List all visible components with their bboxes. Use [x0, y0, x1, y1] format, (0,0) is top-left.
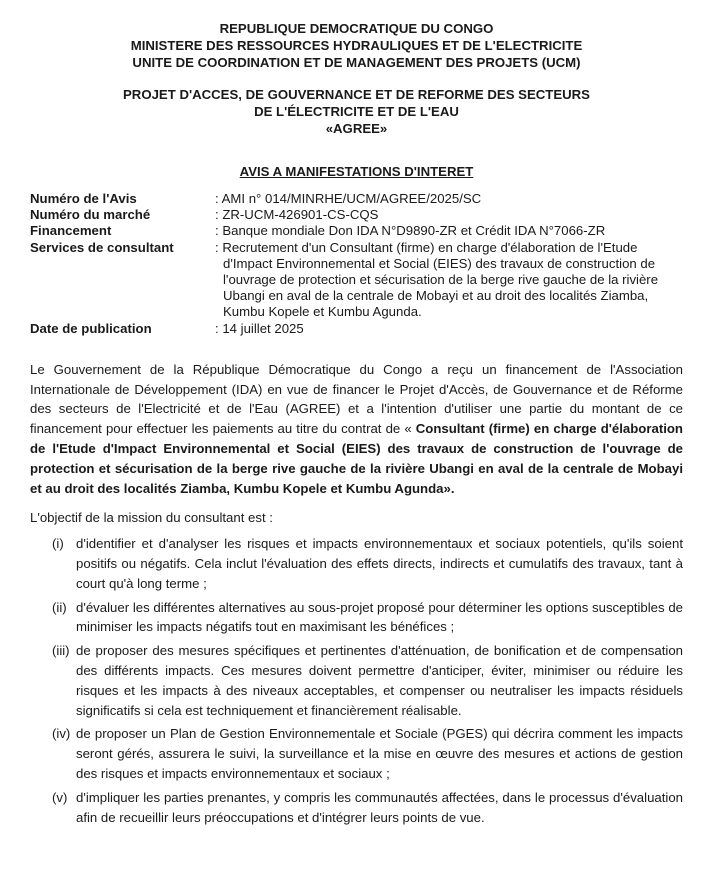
country-name: REPUBLIQUE DEMOCRATIQUE DU CONGO: [219, 21, 494, 36]
unit-name: UNITE DE COORDINATION ET DE MANAGEMENT DES PROJETS (UCM): [132, 55, 581, 70]
meta-label: Financement: [30, 223, 112, 239]
intro-text: Le Gouvernement de la République Démocratique du Congo a reçu un financement de l'Association Internationale de Développement (IDA) en vue de financer le Projet d'Accès, de Gouvernance et de Réforme des secteurs de l'Electricité et de l'Eau (AGREE) et a l'intention d'utiliser une partie du montant de ce financement pour effectuer les paiements au titre du contrat de «: [30, 361, 683, 437]
list-item-text: d'impliquer les parties prenantes, y compris les communautés affectées, dans le processus d'évaluation afin de recueillir leurs préoccupations et d'intégrer leurs points de vue.: [76, 789, 683, 825]
list-item-number: (i): [52, 536, 64, 552]
ministry-name: MINISTERE DES RESSOURCES HYDRAULIQUES ET DE L'ELECTRICITE: [130, 38, 583, 53]
list-item-number: (iv): [52, 726, 71, 742]
meta-row: [30, 223, 683, 239]
list-item-text: de proposer un Plan de Gestion Environnementale et Sociale (PGES) qui décrira comment les impacts seront gérés, assurera le suivi, la surveillance et la mise en œuvre des mesures et actions de gestion des risques et impacts environnementaux et sociaux ;: [76, 726, 683, 781]
meta-row: [30, 207, 683, 223]
project-acronym: «AGREE»: [325, 121, 388, 136]
meta-row: [30, 191, 683, 207]
notice-metadata: [30, 191, 683, 337]
list-item-text: d'évaluer les différentes alternatives au sous-projet proposé pour déterminer les options susceptibles de minimiser les impacts négatifs tout en maximisant les bénéfices ;: [76, 599, 683, 635]
list-item: [30, 534, 683, 593]
list-item: [30, 641, 683, 720]
list-item-text: de proposer des mesures spécifiques et pertinentes d'atténuation, de bonification et de compensation des différents impacts. Ces mesures doivent permettre d'anticiper, éviter, minimiser ou réduire les risques et les impacts à des niveaux acceptables, et compenser ou neutraliser les impacts résiduels significatifs si cela est techniquement et financièrement réalisable.: [76, 643, 683, 718]
objectives-list: [30, 534, 683, 827]
meta-value: : ZR-UCM-426901-CS-CQS: [215, 207, 379, 223]
intro-bold-text: Consultant (firme) en charge d'élaboration de l'Etude d'Impact Environnemental et Social (EIES) des travaux de construction de l'ouvrage de protection et sécurisation de la berge rive gauche de la rivière Ubangi en aval de la centrale de Mobayi et au droit des localités Ziamba, Kumbu Kopele et Kumbu Agunda».: [30, 421, 683, 496]
list-item: [30, 598, 683, 638]
list-item: [30, 724, 683, 783]
list-item-number: (iii): [52, 643, 70, 659]
letterhead: [30, 0, 683, 71]
list-item: [30, 788, 683, 828]
list-item-number: (v): [52, 789, 68, 805]
meta-label: Numéro de l'Avis: [30, 191, 137, 206]
meta-value: : 14 juillet 2025: [215, 320, 304, 336]
objective-intro: L'objectif de la mission du consultant est :: [30, 510, 273, 526]
meta-value: : Banque mondiale Don IDA N°D9890-ZR et Crédit IDA N°7066-ZR: [215, 223, 606, 239]
project-line-2: DE L'ÉLECTRICITE ET DE L'EAU: [254, 104, 459, 119]
meta-label: Numéro du marché: [30, 207, 151, 223]
meta-value: : Recrutement d'un Consultant (firme) en charge d'élaboration de l'Etude d'Impact Environnemental et Social (EIES) des travaux de construction de l'ouvrage de protection et sécurisation de la berge rive gauche de la rivière Ubangi en aval de la centrale de Mobayi et au droit des localités Ziamba, Kumbu Kopele et Kumbu Agunda.: [215, 239, 659, 320]
meta-value: : AMI n° 014/MINRHE/UCM/AGREE/2025/SC: [215, 191, 482, 206]
meta-label: Date de publication: [30, 320, 152, 336]
notice-title: AVIS A MANIFESTATIONS D'INTERET: [239, 164, 474, 179]
list-item-number: (ii): [52, 599, 67, 615]
project-line-1: PROJET D'ACCES, DE GOUVERNANCE ET DE REFORME DES SECTEURS: [123, 87, 590, 102]
project-header: [30, 86, 683, 137]
meta-row: [30, 321, 683, 337]
meta-row: [30, 240, 683, 321]
list-item-text: d'identifier et d'analyser les risques et impacts environnementaux et sociaux potentiels, qu'ils soient positifs ou négatifs. Cela inclut l'évaluation des effets directs, indirects et cumulatifs des travaux, tant à court qu'à long terme ;: [76, 536, 683, 591]
meta-label: Services de consultant: [30, 239, 174, 255]
intro-paragraph: [30, 360, 683, 499]
